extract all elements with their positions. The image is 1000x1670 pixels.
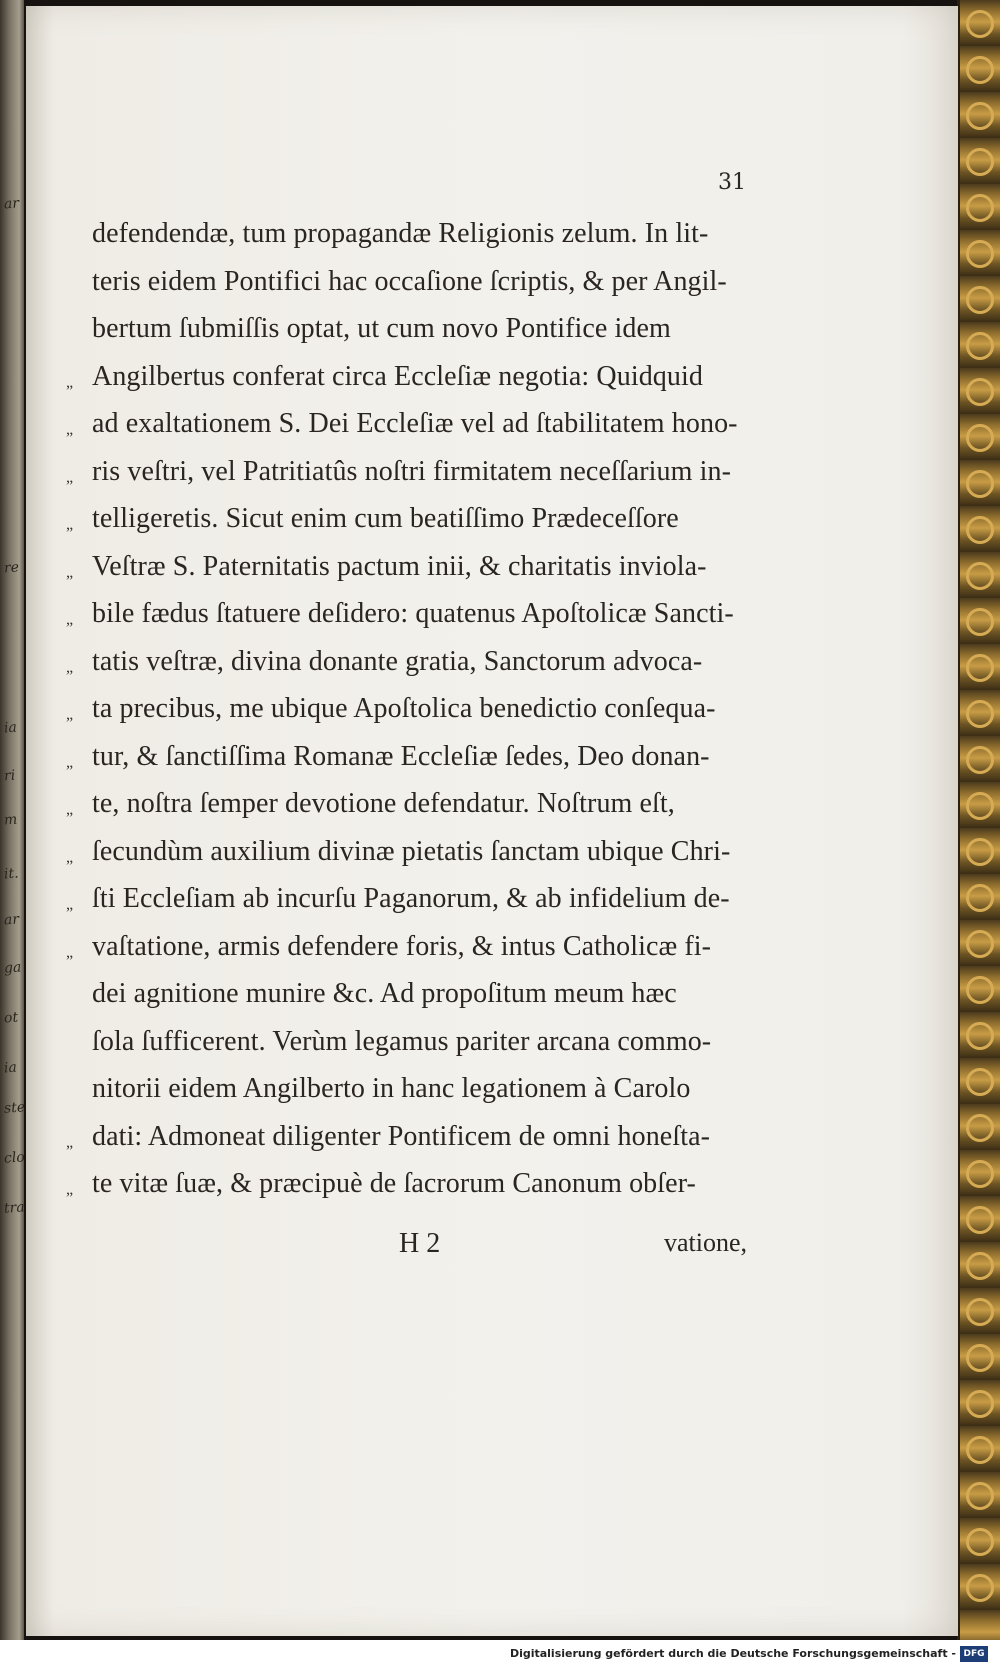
gilt-ornament — [966, 470, 994, 498]
quotation-mark: „ — [66, 801, 74, 818]
line-text: te, noſtra ſemper devotione defendatur. Noſtrum eſt, — [92, 788, 675, 819]
facing-page-fragment: re — [3, 559, 20, 577]
gilt-ornament — [966, 562, 994, 590]
gilt-ornament — [966, 424, 994, 452]
gilt-ornament — [966, 148, 994, 176]
line-text: ſola ſufficerent. Verùm legamus pariter arcana commo- — [92, 1025, 712, 1057]
text-line — [66, 590, 836, 638]
gilt-ornament — [966, 1528, 994, 1556]
text-line — [66, 543, 836, 591]
gilt-ornament — [966, 56, 994, 84]
gilt-ornament — [966, 976, 994, 1004]
line-text: ad exaltationem S. Dei Eccleſiæ vel ad ſtabilitatem hono- — [92, 408, 738, 439]
text-line — [66, 448, 836, 496]
facing-page-fragment: clo — [3, 1149, 26, 1167]
quotation-mark: „ — [66, 373, 74, 391]
text-line — [66, 970, 836, 1018]
gilt-ornament — [966, 1114, 994, 1142]
facing-page-fragment: m — [3, 811, 18, 829]
text-line — [66, 210, 836, 258]
page-number: 31 — [718, 170, 746, 195]
line-text: ſecundùm auxilium divinæ pietatis ſanctam ubique Chri- — [92, 835, 731, 867]
quotation-mark: „ — [66, 1133, 74, 1151]
gilt-ornament — [966, 102, 994, 130]
gilt-ornament — [966, 1436, 994, 1464]
line-text: Angilbertus conferat circa Eccleſiæ negotia: Quidquid — [92, 360, 703, 392]
gilt-ornament — [966, 746, 994, 774]
text-line — [66, 258, 836, 306]
gilt-ornament — [966, 10, 994, 38]
text-line — [66, 495, 836, 543]
gilt-ornament — [966, 378, 994, 406]
quotation-mark: „ — [66, 896, 74, 913]
footer-credit: Digitalisierung gefördert durch die Deutsche Forschungsgemeinschaft - — [509, 1647, 956, 1660]
gilt-ornament — [966, 1574, 994, 1602]
body-text — [66, 210, 836, 1208]
gilt-ornament — [966, 332, 994, 360]
gilded-book-edge — [957, 0, 1000, 1640]
gilt-ornament — [966, 1482, 994, 1510]
line-text: tatis veſtræ, divina donante gratia, Sanctorum advoca- — [92, 645, 703, 677]
text-line — [66, 353, 836, 401]
gilt-ornament — [966, 1022, 994, 1050]
line-text: vaſtatione, armis defendere foris, & intus Catholicæ fi- — [92, 930, 712, 962]
quotation-mark: „ — [66, 516, 74, 533]
quotation-mark: „ — [66, 753, 74, 771]
quotation-mark: „ — [66, 658, 74, 676]
gilt-ornament — [966, 286, 994, 314]
quotation-mark: „ — [66, 563, 74, 581]
line-text: defendendæ, tum propagandæ Religionis zelum. In lit- — [92, 218, 709, 249]
line-text: Veſtræ S. Paternitatis pactum inii, & charitatis inviola- — [92, 550, 707, 582]
gilt-ornament — [966, 930, 994, 958]
facing-page-fragment: ga — [3, 959, 22, 977]
gilt-ornament — [966, 1298, 994, 1326]
text-line — [66, 923, 836, 971]
gilt-ornament — [966, 1206, 994, 1234]
text-line — [66, 780, 836, 828]
facing-page-fragment: ia — [3, 1059, 18, 1077]
dfg-logo: DFG — [960, 1646, 988, 1662]
gilt-ornament — [966, 1252, 994, 1280]
footer-bar — [0, 1640, 1000, 1670]
quotation-mark: „ — [66, 943, 74, 961]
quotation-mark: „ — [66, 1181, 74, 1198]
line-text: nitorii eidem Angilberto in hanc legationem à Carolo — [92, 1073, 691, 1104]
facing-page-fragment: ri — [3, 767, 16, 785]
gilt-ornament — [966, 1390, 994, 1418]
line-text: bile fædus ſtatuere deſidero: quatenus Apoſtolicæ Sancti- — [92, 598, 734, 629]
line-text: dei agnitione munire &c. Ad propoſitum meum hæc — [92, 978, 677, 1009]
gilt-ornament — [966, 838, 994, 866]
quotation-mark: „ — [66, 848, 74, 866]
text-line — [66, 828, 836, 876]
line-text: teris eidem Pontifici hac occaſione ſcriptis, & per Angil- — [92, 265, 727, 297]
text-line — [66, 638, 836, 686]
catchword: vatione, — [664, 1228, 748, 1257]
text-line — [66, 685, 836, 733]
quotation-mark: „ — [66, 706, 74, 723]
gilt-ornament — [966, 1344, 994, 1372]
facing-page-fragment: ia — [3, 719, 18, 737]
book-page — [26, 6, 958, 1636]
gilt-ornament — [966, 654, 994, 682]
facing-page-edge — [0, 0, 24, 1640]
quotation-mark: „ — [66, 611, 74, 628]
facing-page-fragment: tra — [3, 1199, 26, 1217]
line-text: te vitæ ſuæ, & præcipuè de ſacrorum Canonum obſer- — [92, 1168, 696, 1199]
line-text: dati: Admoneat diligenter Pontificem de omni honeſta- — [92, 1120, 711, 1152]
gilt-ornament — [966, 700, 994, 728]
quotation-mark: „ — [66, 468, 74, 486]
signature-mark: H 2 — [399, 1228, 441, 1259]
text-line — [66, 305, 836, 353]
line-text: bertum ſubmiſſis optat, ut cum novo Pontifice idem — [92, 313, 671, 344]
line-text: ris veſtri, vel Patritiatûs noſtri firmitatem neceſſarium in- — [92, 455, 732, 487]
gilt-ornament — [966, 1160, 994, 1188]
text-line — [66, 875, 836, 923]
gilt-ornament — [966, 1068, 994, 1096]
line-text: ſti Eccleſiam ab incurſu Paganorum, & ab infidelium de- — [92, 883, 730, 914]
text-line — [66, 1018, 836, 1066]
gilt-ornament — [966, 884, 994, 912]
text-line — [66, 400, 836, 448]
gilt-ornament — [966, 608, 994, 636]
text-line — [66, 733, 836, 781]
facing-page-fragment: ot — [3, 1009, 19, 1027]
gilt-ornament — [966, 240, 994, 268]
quotation-mark: „ — [66, 421, 74, 438]
facing-page-fragment: ar — [3, 195, 20, 213]
text-line — [66, 1160, 836, 1208]
gilt-ornament — [966, 194, 994, 222]
line-text: tur, & ſanctiſſima Romanæ Eccleſiæ ſedes, Deo donan- — [92, 740, 710, 772]
text-line — [66, 1065, 836, 1113]
facing-page-fragment: ar — [3, 911, 20, 929]
line-text: ta precibus, me ubique Apoſtolica benedictio conſequa- — [92, 693, 716, 724]
line-text: telligeretis. Sicut enim cum beatiſſimo Prædeceſſore — [92, 503, 679, 534]
text-line — [66, 1113, 836, 1161]
gilt-ornament — [966, 516, 994, 544]
facing-page-fragment: ste — [3, 1099, 26, 1117]
facing-page-fragment: it. — [3, 865, 20, 883]
gilt-ornament — [966, 792, 994, 820]
